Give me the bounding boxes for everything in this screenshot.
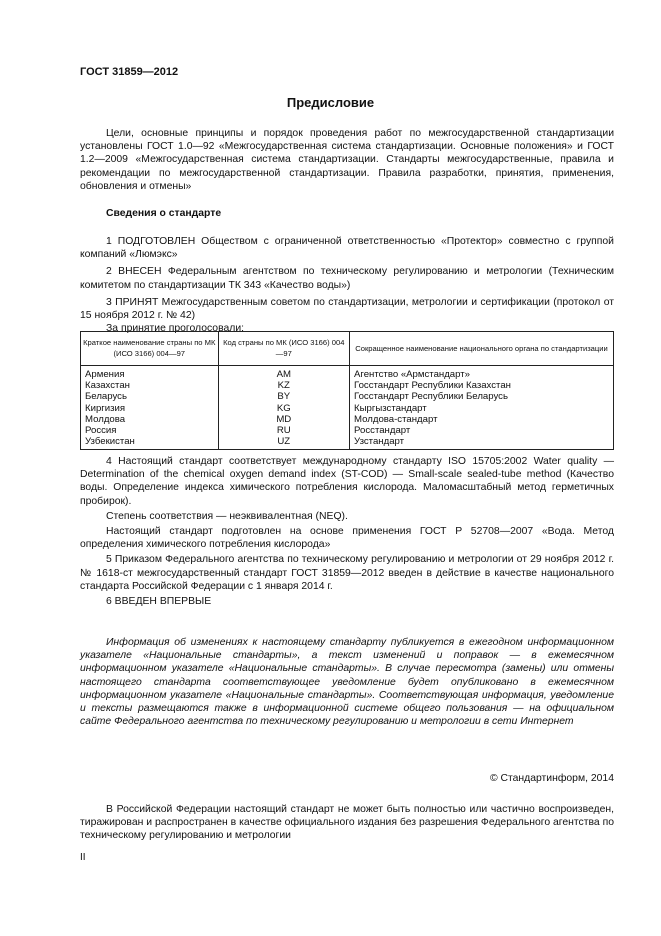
item-prepared: 1 ПОДГОТОВЛЕН Обществом с ограниченной ответственностью «Протектор» совместно с группой компаний «Люмэкс»	[80, 236, 614, 261]
country-name: Казахстан	[81, 380, 219, 391]
information-notice-text: Информация об изменениях к настоящему стандарту публикуется в ежегодном информационном указателе «Национальные стандарты», а текст изменений и поправок — в ежемесячном информационном указателе «Национальные стандарты». В случае пересмотра (замены) или отмены настоящего стандарта соответствующее уведомление будет опубликовано в ежемесячном информационном указателе «Национальные стандарты». Соответствующая информация, уведомление и тексты размещаются также в информационной системе общего пользования — на официальном сайте Федерального агентства по техническому регулированию и метрологии в сети Интернет	[80, 637, 614, 728]
national-body: Госстандарт Республики Беларусь	[350, 391, 614, 402]
country-code: UZ	[218, 436, 350, 450]
national-body: Кыргызстандарт	[350, 403, 614, 414]
item-introduced: 6 ВВЕДЕН ВПЕРВЫЕ	[106, 596, 212, 608]
header-country-name: Краткое наименование страны по МК (ИСО 3166) 004—97	[81, 332, 219, 366]
country-name: Молдова	[81, 414, 219, 425]
item-order: 5 Приказом Федерального агентства по техническому регулированию и метрологии от 29 ноября 2012 г. № 1618-ст межгосударственный стандарт ГОСТ 31859—2012 введен в действие в качестве национального стандарта Российской Федерации с 1 января 2014 г.	[80, 554, 614, 592]
reproduction-notice-text: В Российской Федерации настоящий стандарт не может быть полностью или частично воспроизведен, тиражирован и распространен в качестве официального издания без разрешения Федерального агентства по техническому регулированию и метрологии	[80, 804, 614, 842]
table-header-row	[81, 332, 614, 366]
country-code: MD	[218, 414, 350, 425]
national-body: Госстандарт Республики Казахстан	[350, 380, 614, 391]
table-row	[81, 414, 614, 425]
country-name: Беларусь	[81, 391, 219, 402]
table-row	[81, 366, 614, 381]
standard-info-list	[80, 235, 614, 335]
country-code: BY	[218, 391, 350, 402]
table-row	[81, 425, 614, 436]
item-based-on: Настоящий стандарт подготовлен на основе применения ГОСТ Р 52708—2007 «Вода. Метод определения химического потребления кислорода»	[80, 526, 614, 551]
national-body: Агентство «Армстандарт»	[350, 366, 614, 381]
national-body: Молдова-стандарт	[350, 414, 614, 425]
standard-info-list-continued	[80, 455, 614, 608]
copyright-line: © Стандартинформ, 2014	[489, 773, 614, 784]
country-code: RU	[218, 425, 350, 436]
country-code: KG	[218, 403, 350, 414]
item-submitted: 2 ВНЕСЕН Федеральным агентством по техническому регулированию и метрологии (Техническим комитетом по стандартизации ТК 343 «Качество воды»)	[80, 266, 614, 291]
item-correspondence: 4 Настоящий стандарт соответствует международному стандарту ISO 15705:2002 Water quality — Determination of the chemical oxygen demand index (ST-COD) — Small-scale sealed-tube method (Качество воды. Определение индекса химического потребления кислорода. Маломасштабный метод герметичных пробирок).	[80, 456, 614, 507]
country-code: KZ	[218, 380, 350, 391]
country-name: Киргизия	[81, 403, 219, 414]
item-degree: Степень соответствия — неэквивалентная (NEQ).	[106, 510, 348, 522]
header-country-code: Код страны по МК (ИСО 3166) 004—97	[218, 332, 350, 366]
page-number: II	[80, 852, 86, 863]
intro-text: Цели, основные принципы и порядок проведения работ по межгосударственной стандартизации установлены ГОСТ 1.0—92 «Межгосударственная система стандартизации. Основные положения» и ГОСТ 1.2—2009 «Межгосударственная система стандартизации. Стандарты межгосударственные, правила и рекомендации по межгосударственной стандартизации. Правила разработки, принятия, применения, обновления и отмены»	[80, 128, 614, 192]
country-name: Узбекистан	[81, 436, 219, 450]
country-name: Россия	[81, 425, 219, 436]
country-code: AM	[218, 366, 350, 381]
table-row	[81, 391, 614, 402]
table-row	[81, 436, 614, 450]
table-row	[81, 403, 614, 414]
item-adopted: 3 ПРИНЯТ Межгосударственным советом по стандартизации, метрологии и сертификации (протокол от 15 ноября 2012 г. № 42)	[80, 296, 614, 322]
reproduction-notice	[80, 803, 614, 843]
information-notice	[80, 636, 614, 728]
intro-paragraph	[80, 127, 614, 193]
country-name: Армения	[81, 366, 219, 381]
table-row	[81, 380, 614, 391]
national-body: Росстандарт	[350, 425, 614, 436]
page-title: Предисловие	[286, 95, 375, 110]
document-code-header: ГОСТ 31859—2012	[80, 66, 179, 78]
section-heading: Сведения о стандарте	[106, 208, 222, 219]
national-body: Узстандарт	[350, 436, 614, 450]
header-national-body: Сокращенное наименование национального органа по стандартизации	[350, 332, 614, 366]
voting-table	[80, 331, 614, 450]
voting-label: За принятие проголосовали:	[106, 323, 245, 335]
